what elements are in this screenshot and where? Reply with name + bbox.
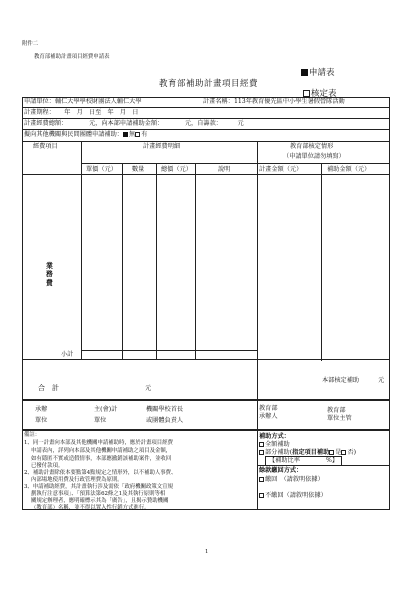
col-ministry-header: 教育部核定情形 — [290, 143, 334, 150]
designated-label: 指定項目補助 — [292, 449, 330, 456]
sig-accounting: 主(會)計 — [94, 406, 118, 413]
checkbox-icon[interactable] — [259, 493, 264, 498]
sub-unit-price: 單價（元） — [86, 166, 117, 173]
type-applicable[interactable] — [301, 66, 335, 78]
checkbox-icon[interactable] — [259, 442, 264, 447]
form-name: 教育部補助計畫項目經費申請表 — [34, 54, 110, 60]
ministry-subsidy-unit: 元 — [378, 377, 385, 384]
ratio-unit: %】 — [325, 457, 339, 464]
applicant-value: 輔仁大學學校財團法人輔仁大學 — [54, 98, 142, 105]
page-number: 1 — [205, 549, 209, 555]
col-ministry-note: （申請單位請勿填寫） — [283, 153, 345, 160]
applicant-row — [24, 98, 142, 106]
sub-note: 說明 — [218, 166, 231, 173]
budget-total: 計畫經費總額： 元，向本部申請補助金額： 元，自籌款： 元 — [24, 120, 244, 127]
col-item-header: 經費項目 — [33, 143, 58, 150]
type-applicable-label: 申請表 — [309, 68, 335, 78]
checkbox-icon[interactable] — [259, 450, 264, 455]
subtotal-label: 小計 — [61, 351, 74, 358]
sig-head-2: 或團體負責人 — [146, 417, 184, 424]
subsidy-full[interactable] — [259, 441, 290, 449]
sig-handler: 承辦 — [35, 406, 48, 413]
balance-return[interactable] — [259, 476, 324, 484]
plan-value: 113年教育優先區中小學生暑假營隊活動 — [233, 98, 345, 105]
balance-label: 餘款繳回方式： — [259, 467, 303, 474]
sub-total: 總價（元） — [161, 166, 192, 173]
sig-handler-unit: 單位 — [35, 417, 48, 424]
total-label: 合 計 — [38, 384, 59, 392]
row-business-fee: 業務費 — [46, 262, 53, 287]
subsidy-full-label: 全額補助 — [265, 441, 290, 448]
yes-label: 是 — [335, 449, 342, 456]
sig-moe-head-2: 單位主管 — [327, 415, 352, 422]
note-1d: 已撥付款項。 — [31, 463, 64, 469]
note-3b: 劃執行注意事項」、「預算法第62條之1及其執行原則等相 — [31, 491, 166, 497]
checkbox-icon[interactable] — [135, 132, 140, 137]
applicant-label: 申請單位： — [24, 98, 55, 105]
note-3c: 關規定辦理者，應明確標示其為「廣告」，且揭示贊助機關 — [31, 498, 169, 504]
notes-label: 備註： — [24, 432, 41, 438]
ratio-label: 【補助比率 — [269, 457, 300, 464]
type-approved-label: 核定表 — [311, 89, 337, 99]
note-2b: 內部場地使用費及行政管理費為原則。 — [31, 477, 123, 483]
checked-box-icon[interactable] — [123, 132, 128, 137]
checked-box-icon — [301, 69, 308, 76]
other-none-label: 無 — [129, 131, 136, 138]
sig-moe-handler: 教育部 — [259, 405, 278, 412]
no-label: 否 — [347, 449, 354, 456]
plan-label: 計畫名稱： — [203, 98, 234, 105]
checkbox-icon[interactable] — [341, 450, 346, 455]
plan-name-row — [203, 98, 345, 106]
subsidy-method-label: 補助方式： — [259, 433, 290, 440]
other-agency-label: 擬向其他機關與民間團體申請補助： — [24, 131, 123, 138]
total-unit: 元 — [145, 385, 152, 392]
note-1c: 如有隱匿不實或造假情事，本部應撤銷該補助案件，並收回 — [31, 456, 172, 462]
sig-head: 機關學校首長 — [146, 406, 184, 413]
subsidy-partial-label: 部分補助( — [265, 449, 293, 456]
note-3d: （教育部）名稱，並不得以置入性行銷方式進行。 — [31, 505, 150, 511]
page-title: 教育部補助計畫項目經費 — [159, 79, 259, 89]
sub-subsidy-amount: 補助金額（元） — [327, 166, 371, 173]
note-1: 1、同一計畫向本部及其他機關申請補助時，應於計畫項目經費 — [24, 440, 173, 446]
sig-accounting-unit: 單位 — [94, 417, 107, 424]
checkbox-icon[interactable] — [259, 477, 264, 482]
sig-moe-handler-2: 承辦人 — [259, 413, 278, 420]
other-yes-label: 有 — [141, 131, 148, 138]
plan-period: 計畫期程： 年 月 日至 年 月 日 — [24, 109, 139, 116]
sig-moe-head: 教育部 — [327, 407, 346, 414]
checkbox-icon[interactable] — [329, 450, 334, 455]
budget-table — [22, 97, 390, 400]
checkbox-icon — [303, 90, 310, 97]
balance-return-label: 繳回 （請敘明依據） — [265, 476, 324, 483]
note-2: 2、補助計畫除依本要點第4點規定之情形外，以不補助人事費、 — [24, 470, 177, 476]
ministry-subsidy-label: 本部核定補助 — [322, 377, 360, 384]
other-agency-row — [24, 131, 147, 139]
attachment-label: 附件二 — [22, 41, 39, 47]
note-1b: 申請表內，詳列向本部及其他機關申請補助之項目及金額， — [31, 448, 172, 454]
balance-not-return[interactable] — [259, 492, 327, 500]
note-3: 3、申請補助經費，其計畫執行涉及需依「政府機關政策文宣規 — [24, 484, 173, 490]
sub-qty: 數量 — [132, 166, 145, 173]
partial-close: ) — [353, 449, 357, 456]
balance-not-return-label: 不繳回（請敘明依據） — [265, 492, 327, 499]
sub-plan-amount: 計畫金額（元） — [259, 166, 303, 173]
col-detail-header: 計畫經費明細 — [143, 143, 181, 150]
